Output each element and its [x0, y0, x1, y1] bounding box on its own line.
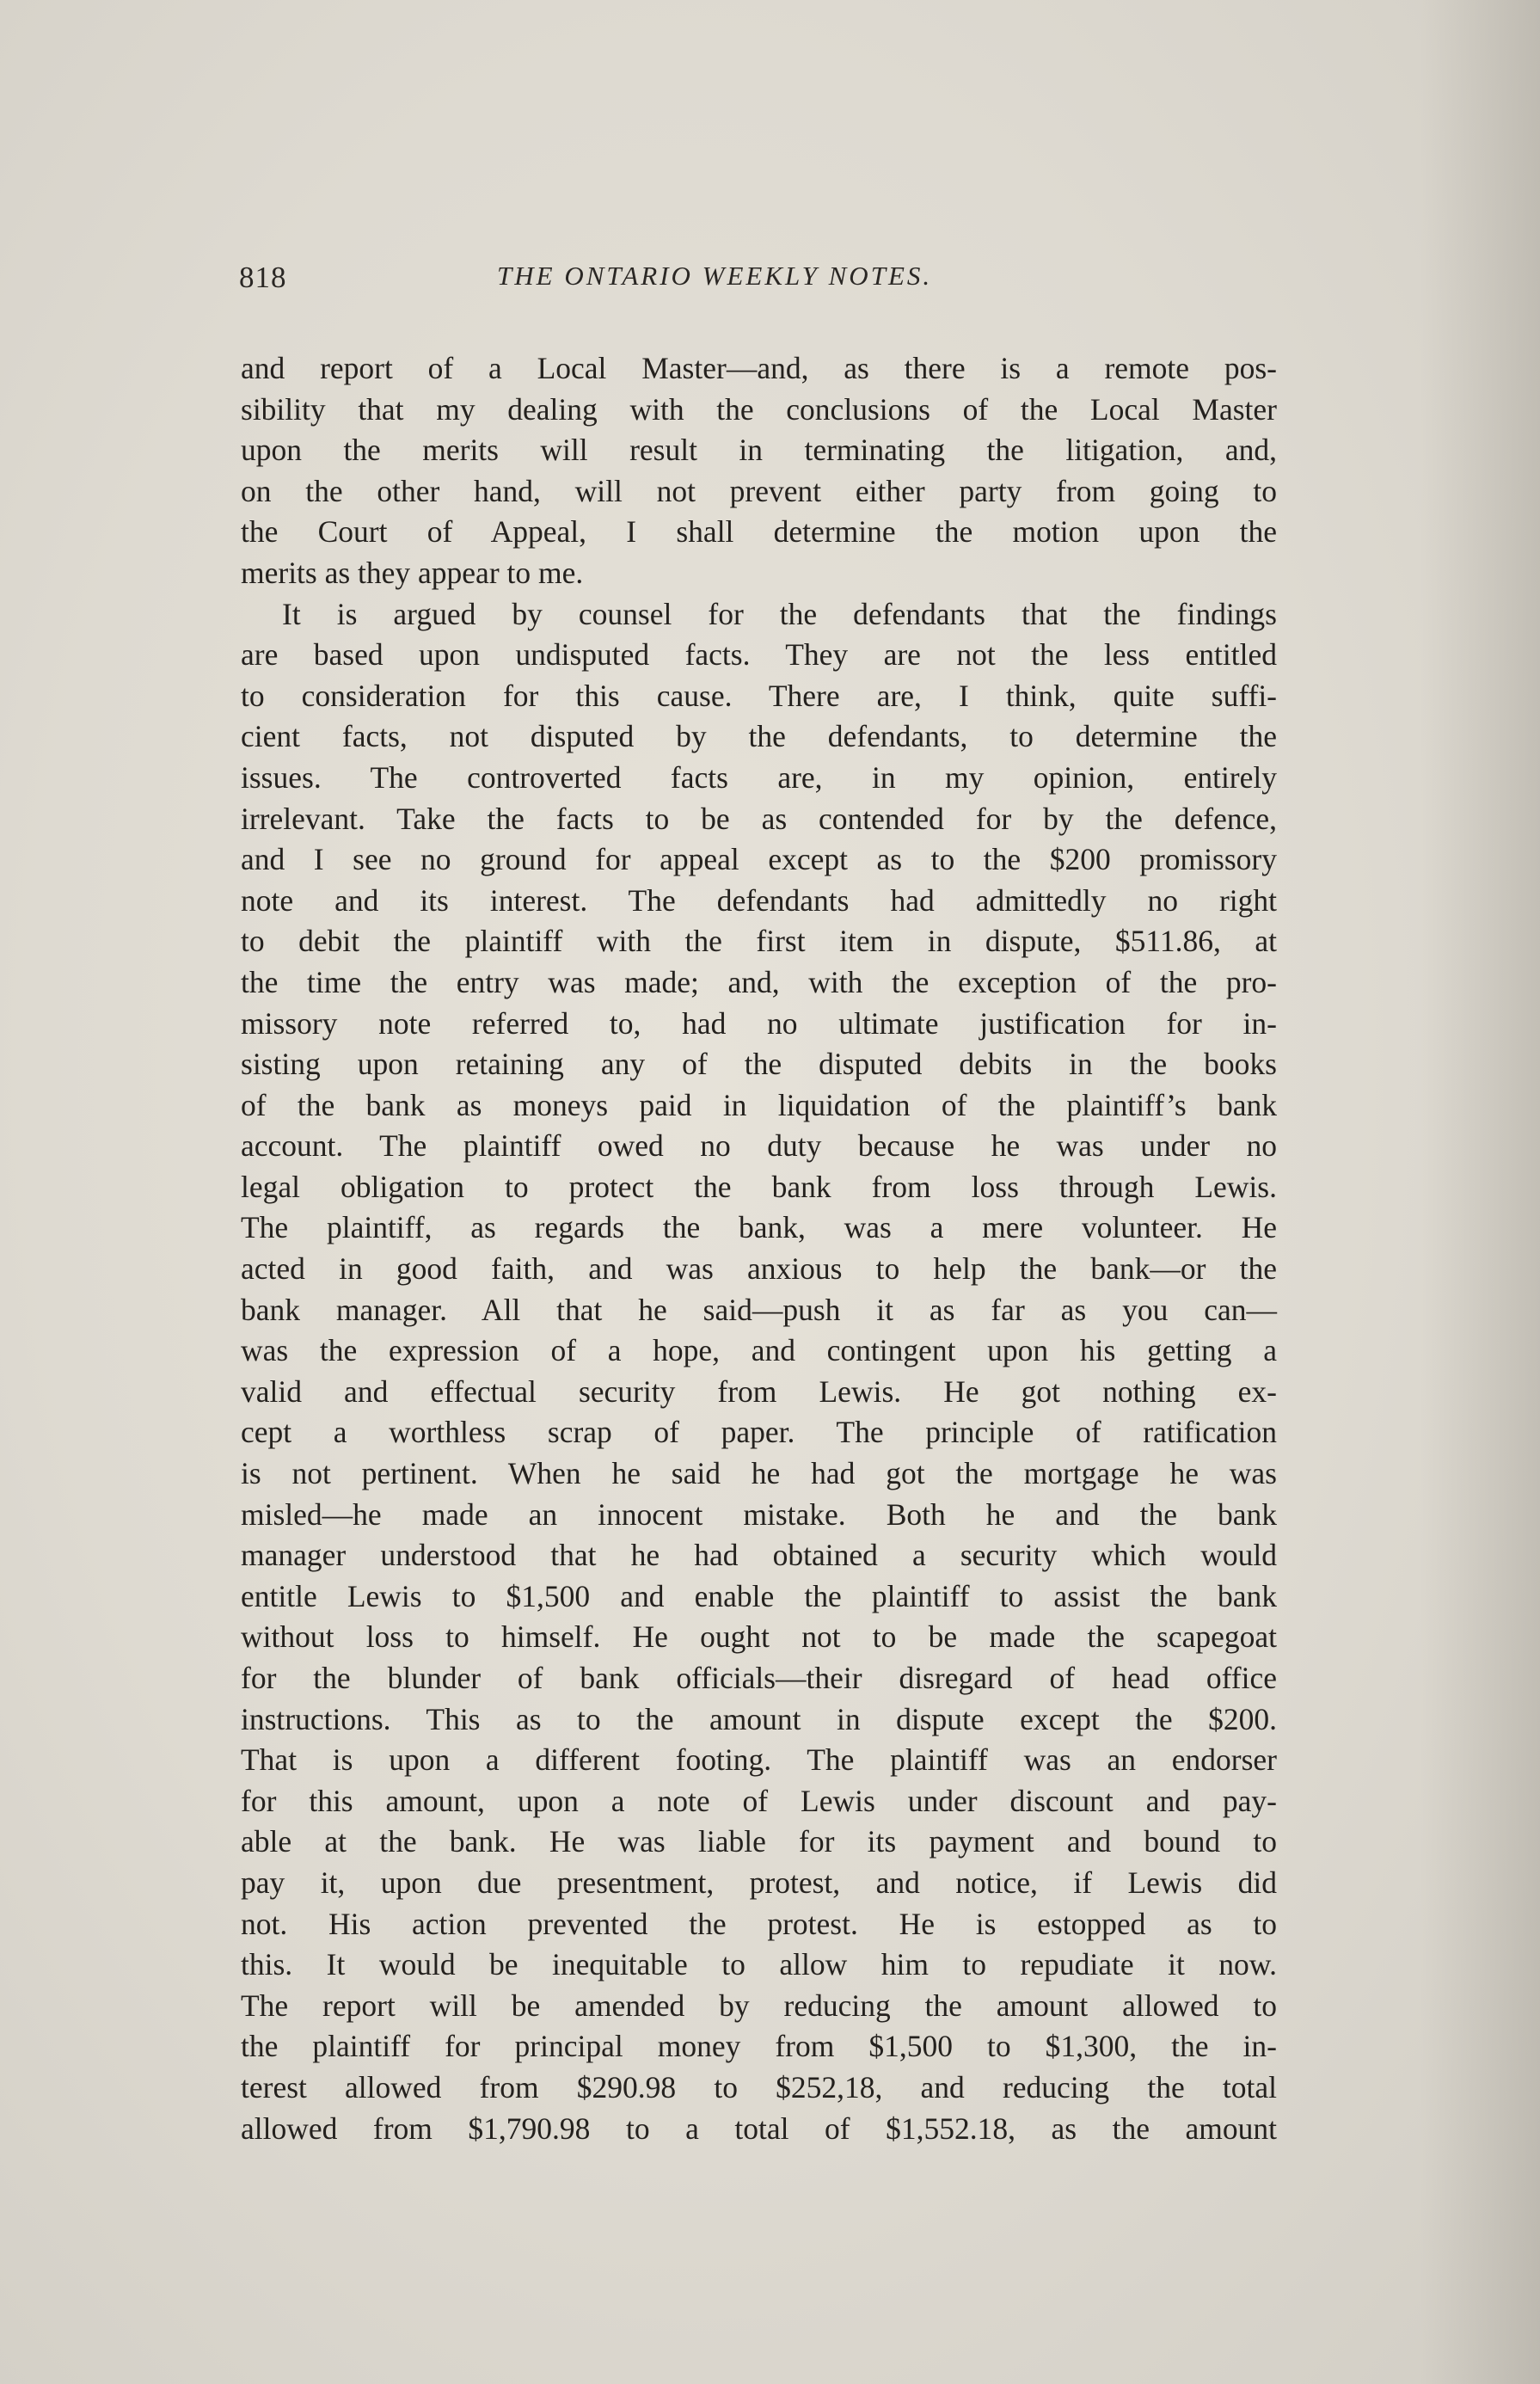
page-header [239, 261, 1279, 304]
text-line: not. His action prevented the protest. He is estopped as to [241, 1906, 1277, 1941]
text-line: was the expression of a hope, and contingent upon his getting a [241, 1333, 1277, 1368]
text-line: The plaintiff, as regards the bank, was a mere volunteer. He [241, 1210, 1277, 1245]
paragraph-start-line: It is argued by counsel for the defendants that the findings [282, 596, 1277, 631]
text-line: terest allowed from $290.98 to $252,18, and reducing the total [241, 2069, 1277, 2104]
body-text [241, 348, 1277, 2149]
running-head: THE ONTARIO WEEKLY NOTES. [497, 261, 933, 291]
text-line: and report of a Local Master—and, as there is a remote pos- [241, 351, 1277, 385]
text-line: allowed from $1,790.98 to a total of $1,552.18, as the amount [241, 2111, 1277, 2146]
text-line: are based upon undisputed facts. They are not the less entitled [241, 637, 1277, 673]
text-line: upon the merits will result in terminating the litigation, and, [241, 433, 1277, 468]
text-line: valid and effectual security from Lewis. He got nothing ex- [241, 1373, 1277, 1409]
text-line: the time the entry was made; and, with the exception of the pro- [241, 964, 1277, 999]
text-line: instructions. This as to the amount in dispute except the $200. [241, 1701, 1277, 1736]
text-line: sisting upon retaining any of the disputed debits in the books [241, 1047, 1277, 1082]
text-line: acted in good faith, and was anxious to help the bank—or the [241, 1251, 1277, 1287]
text-line: entitle Lewis to $1,500 and enable the plaintiff to assist the bank [241, 1578, 1277, 1613]
text-line: bank manager. All that he said—push it as far as you can— [241, 1292, 1277, 1327]
text-line: able at the bank. He was liable for its payment and bound to [241, 1824, 1277, 1859]
text-line: this. It would be inequitable to allow him to repudiate it now. [241, 1947, 1277, 1982]
text-line: pay it, upon due presentment, protest, and notice, if Lewis did [241, 1865, 1277, 1900]
text-line: account. The plaintiff owed no duty because he was under no [241, 1128, 1277, 1164]
text-line: sibility that my dealing with the conclusions of the Local Master [241, 391, 1277, 427]
text-line: legal obligation to protect the bank from loss through Lewis. [241, 1169, 1277, 1204]
text-line: for this amount, upon a note of Lewis under discount and pay- [241, 1783, 1277, 1818]
text-line: The report will be amended by reducing the amount allowed to [241, 1988, 1277, 2023]
text-line: to consideration for this cause. There are, I think, quite suffi- [241, 678, 1277, 713]
text-line: cient facts, not disputed by the defendants, to determine the [241, 719, 1277, 754]
text-line: without loss to himself. He ought not to be made the scapegoat [241, 1619, 1277, 1655]
text-line: note and its interest. The defendants had admittedly no right [241, 882, 1277, 918]
text-line: irrelevant. Take the facts to be as contended for by the defence, [241, 801, 1277, 836]
page-gutter-shadow [1420, 0, 1540, 2384]
text-line: to debit the plaintiff with the first item in dispute, $511.86, at [241, 924, 1277, 959]
text-line: cept a worthless scrap of paper. The principle of ratification [241, 1415, 1277, 1450]
text-line: of the bank as moneys paid in liquidation of the plaintiff’s bank [241, 1087, 1277, 1122]
text-line: for the blunder of bank officials—their disregard of head office [241, 1661, 1277, 1695]
text-line: the Court of Appeal, I shall determine the motion upon the [241, 514, 1277, 550]
text-line: That is upon a different footing. The plaintiff was an endorser [241, 1742, 1277, 1778]
text-line: manager understood that he had obtained a security which would [241, 1538, 1277, 1573]
page-number: 818 [239, 261, 287, 294]
text-line: merits as they appear to me. [241, 555, 584, 590]
text-line: misled—he made an innocent mistake. Both he and the bank [241, 1496, 1277, 1532]
text-line: is not pertinent. When he said he had got the mortgage he was [241, 1456, 1277, 1491]
text-line: missory note referred to, had no ultimate justification for in- [241, 1005, 1277, 1041]
text-line: on the other hand, will not prevent either party from going to [241, 473, 1277, 508]
text-line: and I see no ground for appeal except as to the $200 promissory [241, 842, 1277, 877]
text-line: the plaintiff for principal money from $1,500 to $1,300, the in- [241, 2029, 1277, 2064]
text-line: issues. The controverted facts are, in my opinion, entirely [241, 759, 1277, 795]
